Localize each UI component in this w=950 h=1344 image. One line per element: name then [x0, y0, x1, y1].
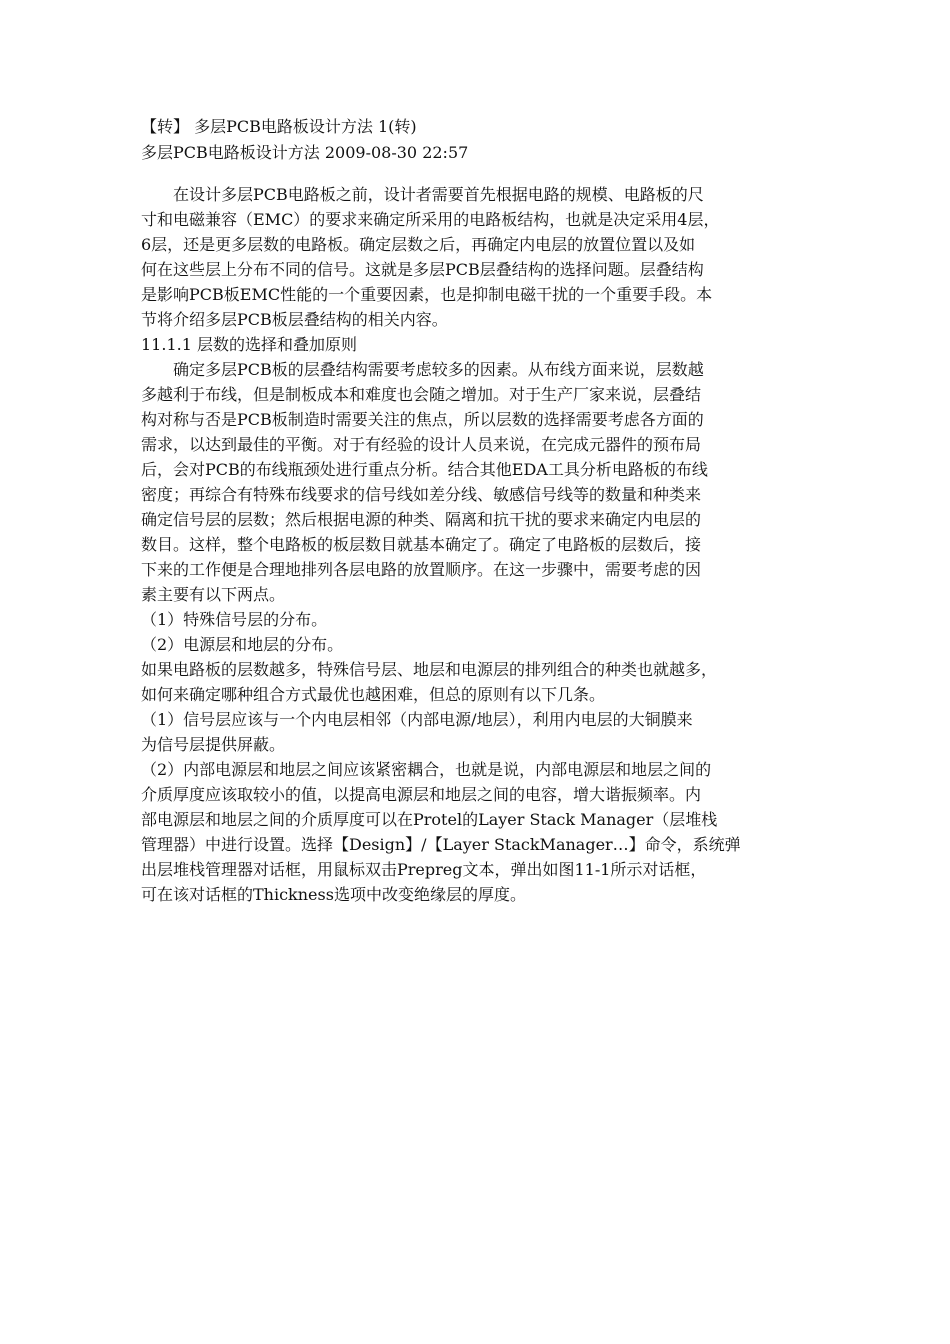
section-line: 素主要有以下两点。: [141, 585, 286, 604]
intro-line: 何在这些层上分布不同的信号。这就是多层PCB层叠结构的选择问题。层叠结构: [141, 260, 704, 279]
rule-line: 为信号层提供屏蔽。: [141, 735, 286, 754]
rule-line: 管理器）中进行设置。选择【Design】/【Layer StackManager…】命令，系统弹: [141, 835, 741, 854]
section-line: 密度；再综合有特殊布线要求的信号线如差分线、敏感信号线等的数量和种类来: [141, 485, 702, 504]
section-line: 数目。这样，整个电路板的板层数目就基本确定了。确定了电路板的层数后，接: [141, 535, 702, 554]
section-line: 确定多层PCB板的层叠结构需要考虑较多的因素。从布线方面来说，层数越: [173, 360, 704, 379]
intro-line: 寸和电磁兼容（EMC）的要求来确定所采用的电路板结构，也就是决定采用4层，: [141, 210, 720, 229]
list-item: （1）特殊信号层的分布。: [141, 610, 328, 629]
section-line: 需求，以达到最佳的平衡。对于有经验的设计人员来说，在完成元器件的预布局: [141, 435, 702, 454]
section-line: 后，会对PCB的布线瓶颈处进行重点分析。结合其他EDA工具分析电路板的布线: [141, 460, 708, 479]
rule-line: （1）信号层应该与一个内电层相邻（内部电源/地层），利用内电层的大铜膜来: [141, 710, 693, 729]
section-line: 构对称与否是PCB板制造时需要关注的焦点，所以层数的选择需要考虑各方面的: [141, 410, 704, 429]
rule-line: 介质厚度应该取较小的值，以提高电源层和地层之间的电容，增大谐振频率。内: [141, 785, 702, 804]
intro-line: 6层，还是更多层数的电路板。确定层数之后，再确定内电层的放置位置以及如: [141, 235, 696, 254]
section-line: 下来的工作便是合理地排列各层电路的放置顺序。在这一步骤中，需要考虑的因: [141, 560, 702, 579]
intro-line: 在设计多层PCB电路板之前，设计者需要首先根据电路的规模、电路板的尺: [173, 185, 704, 204]
principle-line: 如果电路板的层数越多，特殊信号层、地层和电源层的排列组合的种类也就越多，: [141, 660, 718, 679]
document-title: 【转】 多层PCB电路板设计方法 1(转): [141, 117, 417, 136]
intro-paragraph: [141, 182, 813, 332]
section-line: 确定信号层的层数；然后根据电源的种类、隔离和抗干扰的要求来确定内电层的: [141, 510, 702, 529]
rule-line: 出层堆栈管理器对话框，用鼠标双击Prepreg文本，弹出如图11-1所示对话框，: [141, 860, 707, 879]
section-heading: 11.1.1 层数的选择和叠加原则: [141, 335, 357, 354]
rule-2-paragraph: [141, 757, 813, 907]
section-line: 多越利于布线，但是制板成本和难度也会随之增加。对于生产厂家来说，层叠结: [141, 385, 702, 404]
rule-line: 部电源层和地层之间的介质厚度可以在Protel的Layer Stack Manager（层堆栈: [141, 810, 718, 829]
section-paragraph: [141, 357, 813, 607]
rule-1-paragraph: [141, 707, 813, 757]
intro-line: 是影响PCB板EMC性能的一个重要因素，也是抑制电磁干扰的一个重要手段。本: [141, 285, 713, 304]
rule-line: 可在该对话框的Thickness选项中改变绝缘层的厚度。: [141, 885, 526, 904]
rule-line: （2）内部电源层和地层之间应该紧密耦合，也就是说，内部电源层和地层之间的: [141, 760, 712, 779]
document-subtitle: 多层PCB电路板设计方法 2009-08-30 22:57: [141, 143, 469, 162]
document-page: [141, 114, 813, 907]
principle-paragraph: [141, 657, 813, 707]
intro-line: 节将介绍多层PCB板层叠结构的相关内容。: [141, 310, 448, 329]
list-item: （2）电源层和地层的分布。: [141, 635, 344, 654]
principle-line: 如何来确定哪种组合方式最优也越困难，但总的原则有以下几条。: [141, 685, 606, 704]
